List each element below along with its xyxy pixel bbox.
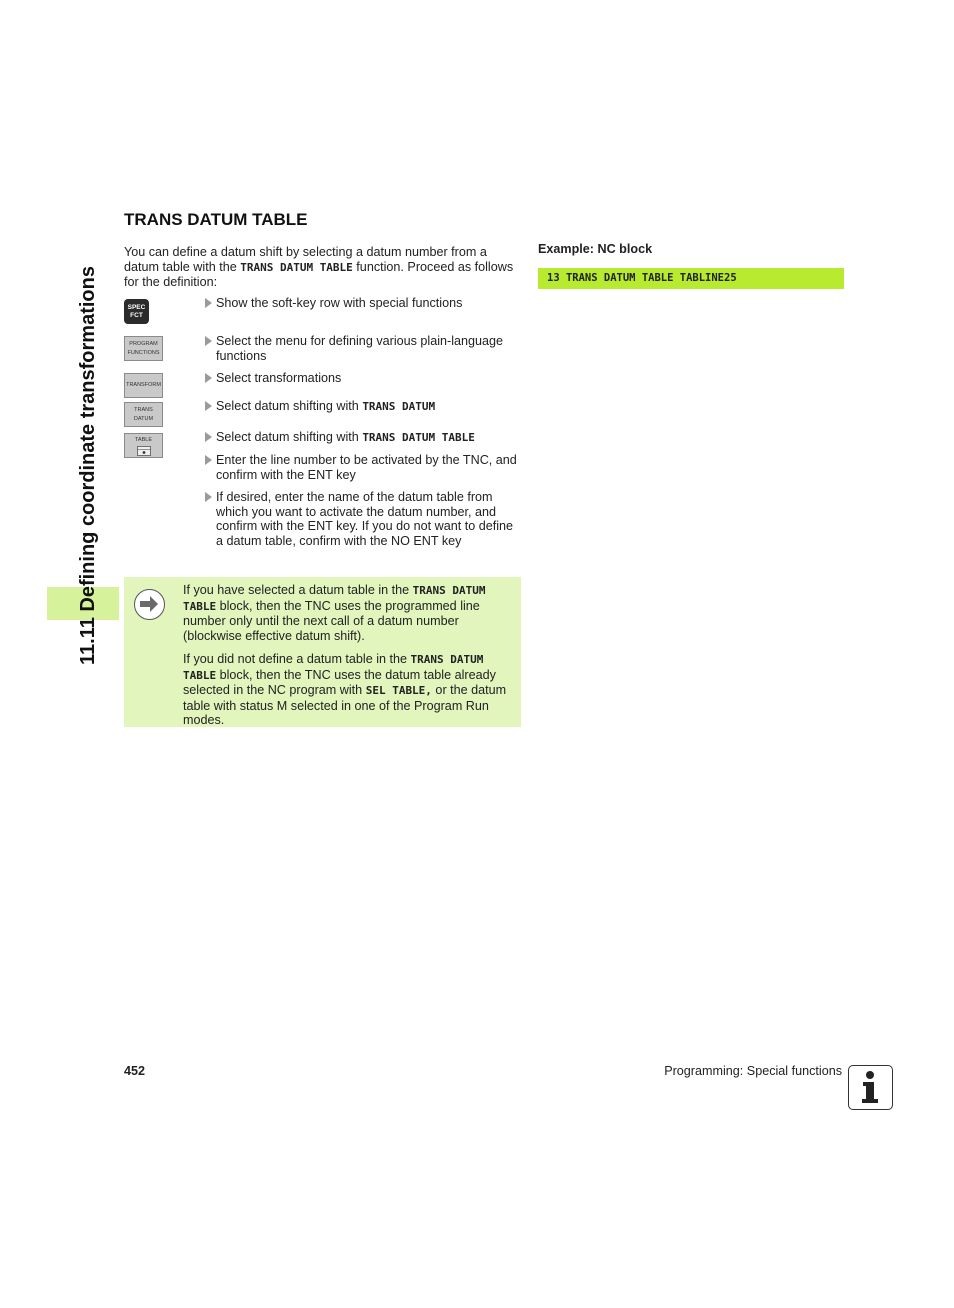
intro-text-1: You can define a datum shift by selecting a datum number from a datum table with the [124,245,487,274]
step-1-text: Show the soft-key row with special functions [216,296,463,310]
note-p2-text-a: If you did not define a datum table in the [183,652,411,666]
step-arrow-icon [205,336,212,346]
example-label: Example: NC block [538,242,653,256]
step-3-text: Select transformations [216,371,342,385]
step-4-text: Select datum shifting with [216,399,363,413]
step-7 [205,490,523,548]
program-functions-softkey[interactable]: PROGRAM FUNCTIONS [124,336,163,361]
step-2-text: Select the menu for defining various plain-language functions [216,334,504,363]
step-6-text: Enter the line number to be activated by the TNC, and confirm with the ENT key [216,453,517,482]
step-arrow-icon [205,455,212,465]
note-paragraph-1 [183,583,513,643]
note-text [183,583,513,737]
step-4-code: TRANS DATUM [362,400,436,413]
note-p2-text-c: or the datum table with status M selected in one of the Program Run modes. [183,683,507,727]
step-1 [205,296,523,311]
note-paragraph-2 [183,652,513,728]
note-p2-code: TRANS DATUM TABLE [183,653,484,682]
step-arrow-icon [205,432,212,442]
transform-softkey[interactable]: TRANSFORM [124,373,163,398]
note-p1-code: TRANS DATUM TABLE [183,584,486,613]
note-p2-text-b: block, then the TNC uses the datum table already selected in the NC program with [183,667,496,697]
intro-code: TRANS DATUM TABLE [240,260,353,274]
footer-chapter: Programming: Special functions [664,1064,842,1078]
intro-text-2: function. Proceed as follows for the definition: [124,259,514,289]
step-2 [205,334,523,363]
arrow-right-icon [134,589,165,620]
step-3 [205,371,523,386]
step-5-text: Select datum shifting with [216,430,363,444]
step-arrow-icon [205,401,212,411]
table-softkey-label: TABLE [134,437,152,443]
note-p1-text-b: block, then the TNC uses the programmed line number only until the next call of a datum number (blockwise effective datum shift). [183,598,480,643]
table-softkey[interactable] [124,433,163,458]
note-p1-text-a: If you have selected a datum table in the [183,583,413,597]
example-code-block: 13 TRANS DATUM TABLE TABLINE25 [538,268,844,289]
table-datum-icon [137,446,151,456]
chapter-side-title: 11.11 Defining coordinate transformations [77,266,99,665]
section-heading: TRANS DATUM TABLE [124,210,308,229]
step-4 [205,399,523,415]
intro-paragraph [124,245,524,290]
page-number: 452 [124,1064,146,1078]
step-arrow-icon [205,298,212,308]
info-icon [848,1065,893,1110]
note-p2-code-2: SEL TABLE, [365,684,432,697]
spec-fct-key[interactable]: SPEC FCT [124,299,149,324]
step-arrow-icon [205,492,212,502]
trans-datum-softkey[interactable]: TRANS DATUM [124,402,163,427]
step-5 [205,430,523,446]
step-7-text: If desired, enter the name of the datum table from which you want to activate the datum number, and confirm with the ENT key. If you do not want to define a datum table, confirm with the NO ENT key [216,490,514,548]
step-5-code: TRANS DATUM TABLE [362,431,475,444]
step-arrow-icon [205,373,212,383]
step-6 [205,453,523,482]
